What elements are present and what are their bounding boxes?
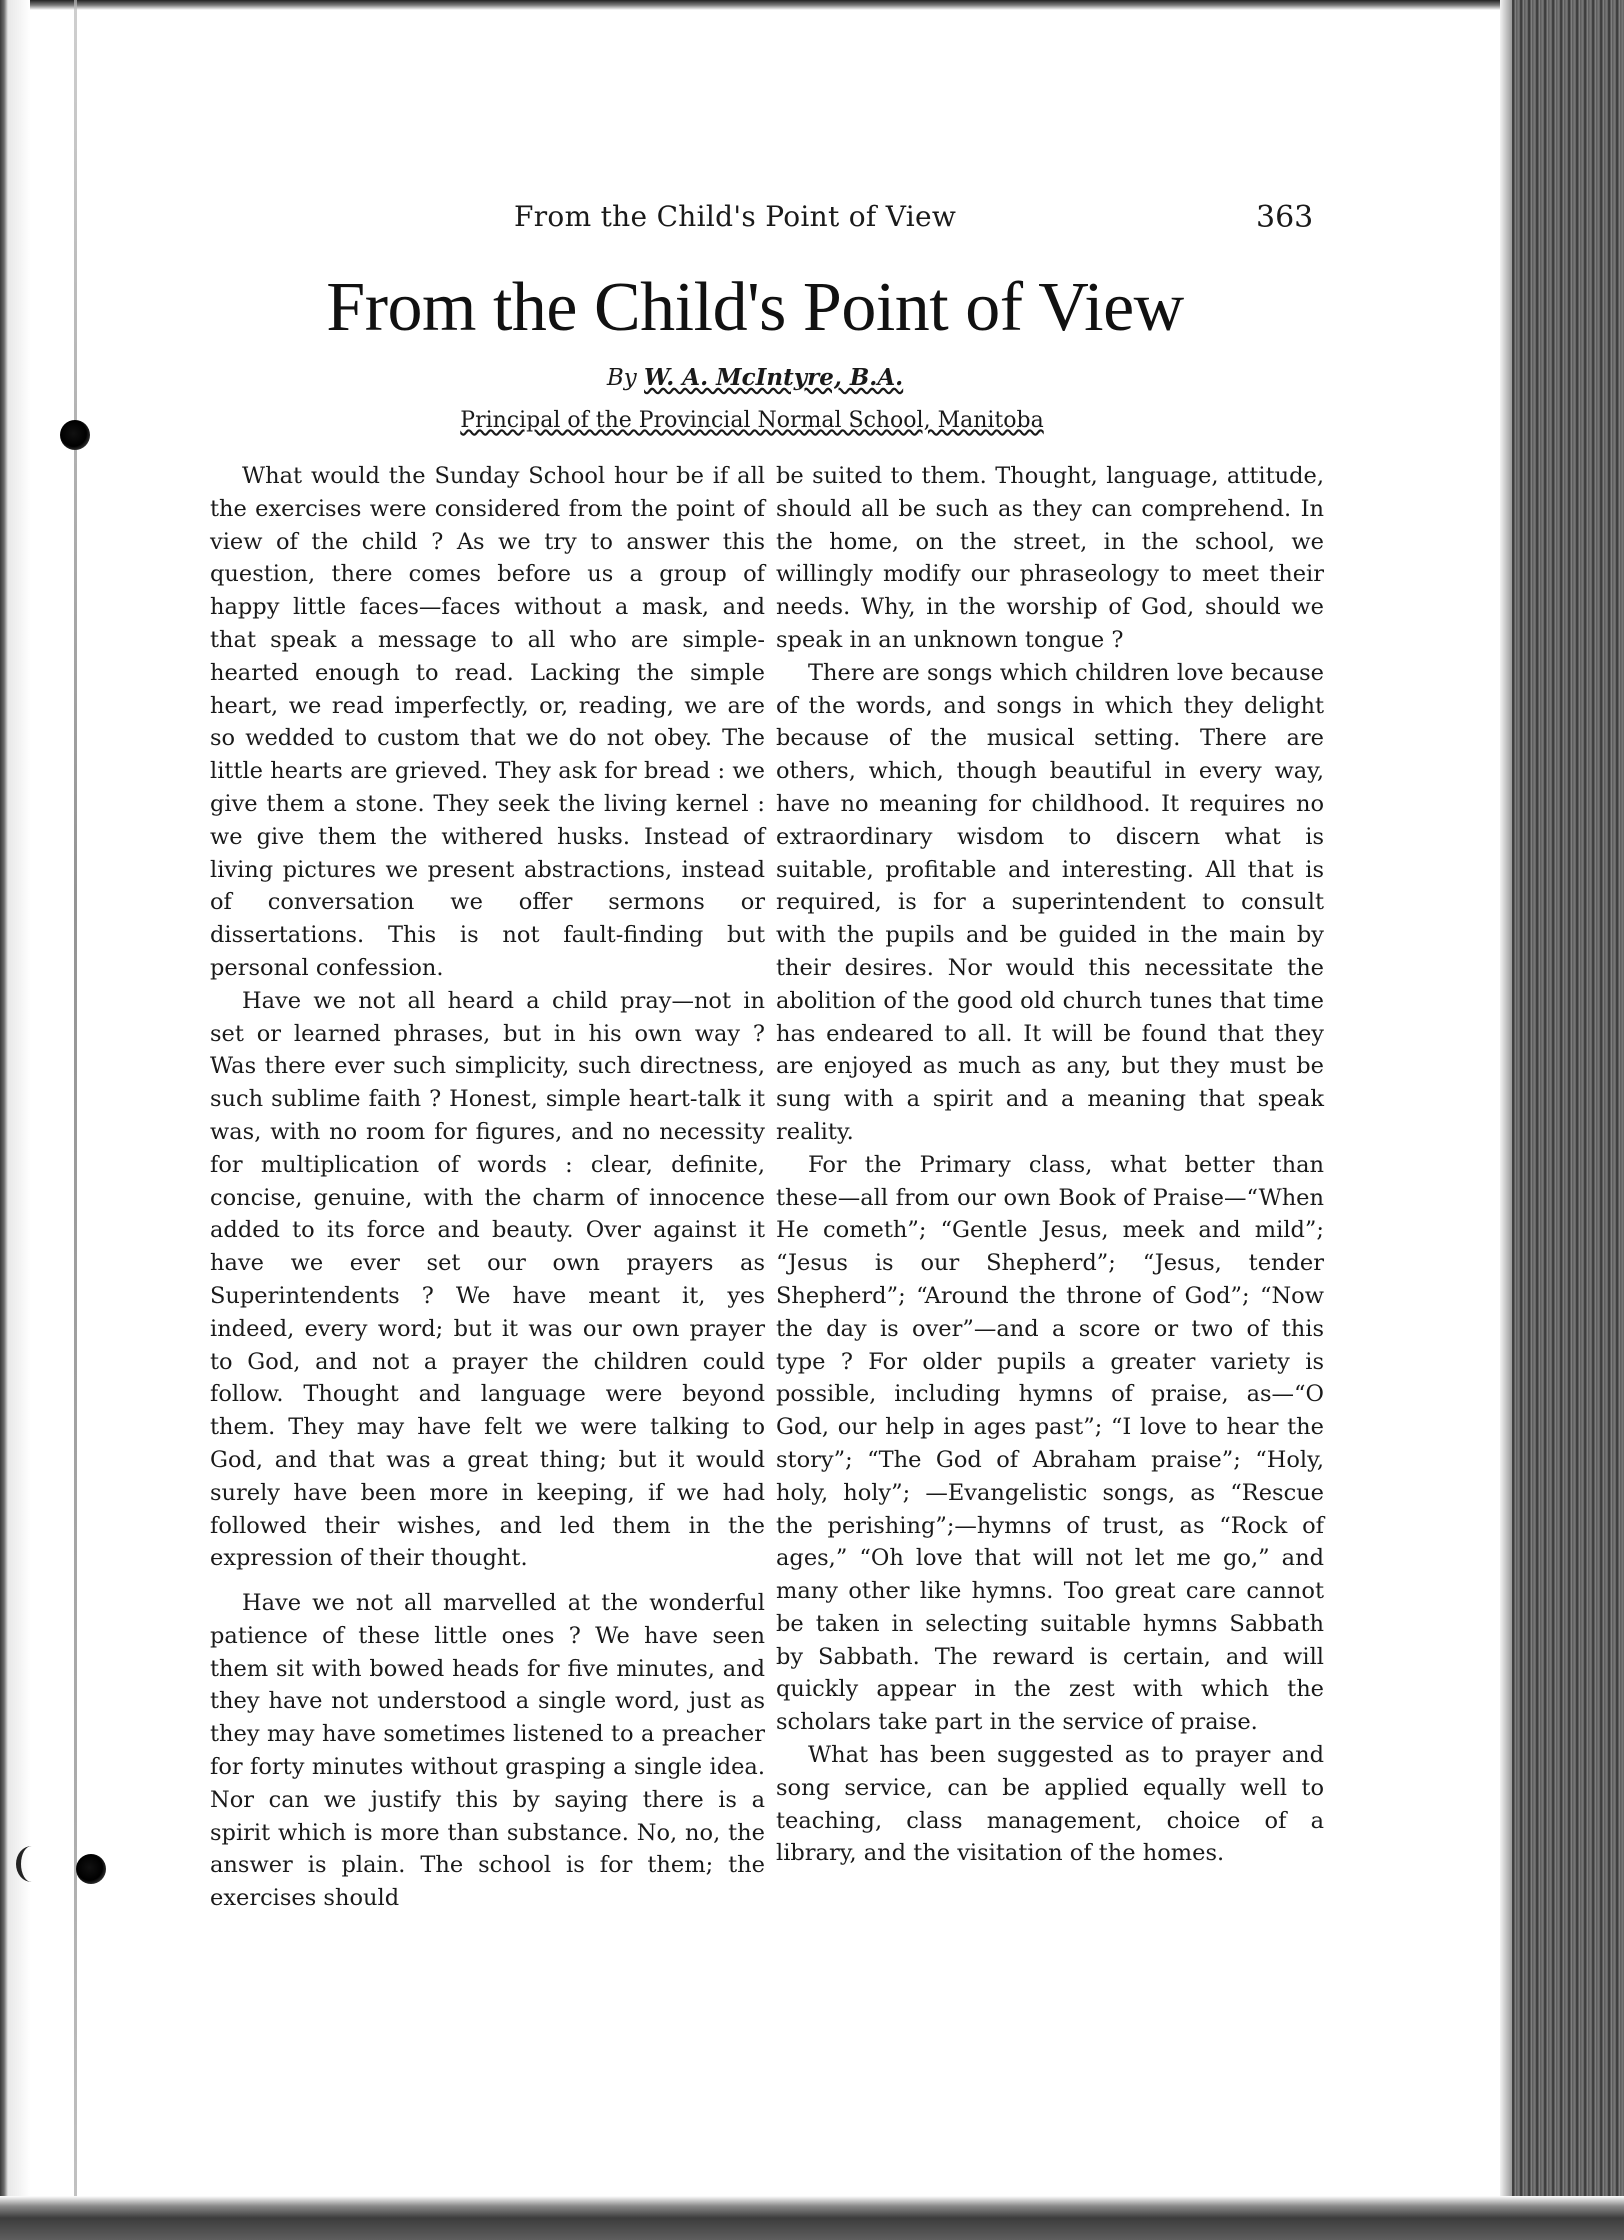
scan-bottom-edge	[0, 2196, 1624, 2240]
paragraph: Have we not all marvelled at the wonderful patience of these little ones ? We have seen them sit with bowed heads for five minutes, and they have not understood a single word, just as they may have sometimes listened to a preacher for forty minutes without grasping a single idea. Nor can we justify this by saying there is a spirit which is more than substance. No, no, the answer is plain. The school is for them; the exercises should	[210, 1590, 765, 1912]
byline-prefix: By	[606, 365, 637, 391]
binding-mark	[16, 1846, 47, 1882]
punch-hole-bottom	[76, 1854, 106, 1884]
running-head-title: From the Child's Point of View	[514, 200, 957, 233]
page-number: 363	[1256, 200, 1314, 235]
author-name: W. A. McIntyre, B.A.	[644, 364, 904, 391]
paragraph: be suited to them. Thought, language, attitude, should all be such as they can comprehend. In the home, on the street, in the school, we willingly modify our phraseology to meet their needs. Why, in the worship of God, should we speak in an unknown tongue ?	[776, 463, 1324, 653]
paragraph: What has been suggested as to prayer and song service, can be applied equally well to teaching, class management, choice of a library, and the visitation of the homes.	[776, 1742, 1324, 1867]
book-page-edges	[1500, 0, 1624, 2240]
author-affiliation: Principal of the Provincial Normal School, Manitoba	[460, 408, 1044, 433]
left-column	[210, 460, 765, 1915]
article-title: From the Child's Point of View	[326, 269, 1184, 346]
paragraph: For the Primary class, what better than these—all from our own Book of Praise—“When He cometh”; “Gentle Jesus, meek and mild”; “Jesus is our Shepherd”; “Jesus, tender Shepherd”; “Around the throne of God”; “Now the day is over”—and a score or two of this type ? For older pupils a greater variety is possible, including hymns of praise, as—“O God, our help in ages past”; “I love to hear the story”; “The God of Abraham praise”; “Holy, holy, holy”; —Evangelistic songs, as “Rescue the perishing”;—hymns of trust, as “Rock of ages,” “Oh love that will not let me go,” and many other like hymns. Too great care cannot be taken in selecting suitable hymns Sabbath by Sabbath. The reward is certain, and will quickly appear in the zest with which the scholars take part in the service of praise.	[776, 1151, 1324, 1736]
scan-top-edge	[0, 0, 1624, 10]
right-column	[776, 460, 1324, 1870]
paragraph: What would the Sunday School hour be if all the exercises were considered from the point of view of the child ? As we try to answer this question, there comes before us a group of happy little faces—faces without a mask, and that speak a message to all who are simple-hearted enough to read. Lacking the simple heart, we read imperfectly, or, reading, we are so wedded to custom that we do not obey. The little hearts are grieved. They ask for bread : we give them a stone. They seek the living kernel : we give them the withered husks. Instead of living pictures we present abstractions, instead of conversation we offer sermons or dissertations. This is not fault-finding but personal confession.	[210, 463, 765, 981]
running-head	[0, 200, 1500, 240]
paragraph: There are songs which children love because of the words, and songs in which they delight because of the musical setting. There are others, which, though beautiful in every way, have no meaning for childhood. It requires no extraordinary wisdom to discern what is suitable, profitable and interesting. All that is required, is for a superintendent to consult with the pupils and be guided in the main by their desires. Nor would this necessitate the abolition of the good old church tunes that time has endeared to all. It will be found that they are enjoyed as much as any, but they must be sung with a spirit and a meaning that speak reality.	[776, 659, 1324, 1145]
byline	[0, 364, 1510, 391]
paragraph: Have we not all heard a child pray—not in set or learned phrases, but in his own way ? Was there ever such simplicity, such directness, such sublime faith ? Honest, simple heart-talk it was, with no room for figures, and no necessity for multiplication of words : clear, definite, concise, genuine, with the charm of innocence added to its force and beauty. Over against it have we ever set our own prayers as Superintendents ? We have meant it, yes indeed, every word; but it was our own prayer to God, and not a prayer the children could follow. Thought and language were beyond them. They may have felt we were talking to God, and that was a great thing; but it would surely have been more in keeping, if we had followed their wishes, and led them in the expression of their thought.	[210, 987, 765, 1572]
